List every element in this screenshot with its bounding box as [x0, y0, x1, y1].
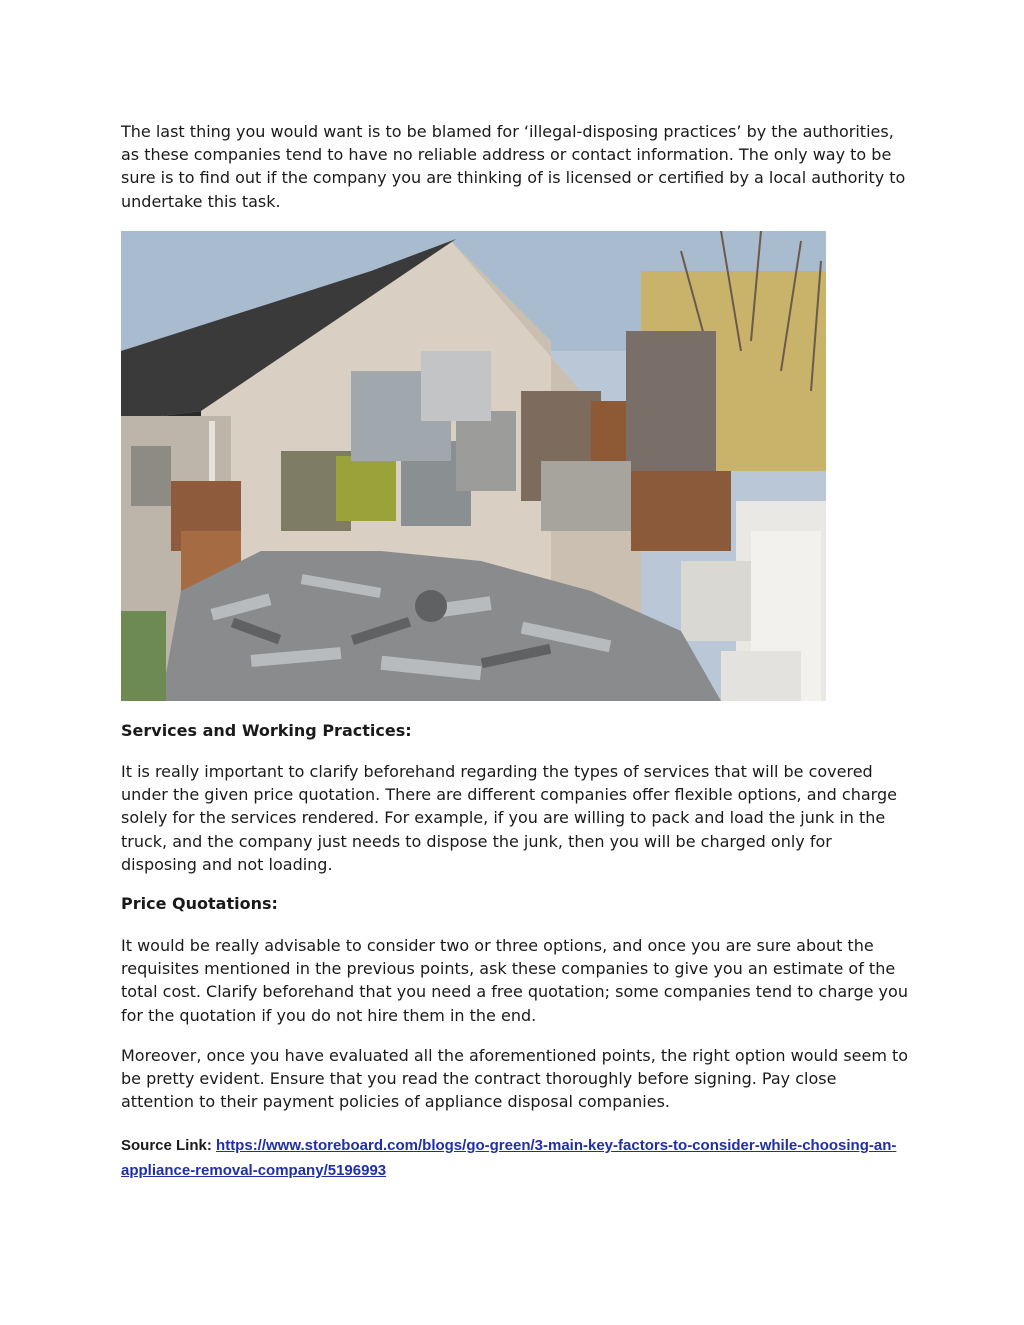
intro-paragraph: The last thing you would want is to be blamed for ‘illegal-disposing practices’ by the authorities, as these companies tend to have no reliable address or contact information. The only way to be sure is to find out if the company you are thinking of is licensed or certified by a local authority to undertake this task. [121, 122, 906, 211]
source-link[interactable]: https://www.storeboard.com/blogs/go-green/3-main-key-factors-to-consider-while-choosing-an-appliance-removal-company/5196993 [121, 1137, 897, 1179]
source-link-block [121, 1133, 911, 1183]
source-label: Source Link: [121, 1137, 212, 1154]
price-heading: Price Quotations: [121, 894, 278, 913]
scrapyard-photo [121, 231, 826, 701]
moreover-paragraph: Moreover, once you have evaluated all the aforementioned points, the right option would seem to be pretty evident. Ensure that you read the contract thoroughly before signing. Pay close attention to their payment policies of appliance disposal companies. [121, 1046, 909, 1112]
services-paragraph: It is really important to clarify beforehand regarding the types of services that will be covered under the given price quotation. There are different companies offer flexible options, and charge solely for the services rendered. For example, if you are willing to pack and load the junk in the truck, and the company just needs to dispose the junk, then you will be charged only for disposing and not loading. [121, 762, 897, 874]
services-heading: Services and Working Practices: [121, 721, 412, 740]
price-paragraph: It would be really advisable to consider two or three options, and once you are sure about the requisites mentioned in the previous points, ask these companies to give you an estimate of the total cost. Clarify beforehand that you need a free quotation; some companies tend to charge you for the quotation if you do not hire them in the end. [121, 936, 908, 1025]
